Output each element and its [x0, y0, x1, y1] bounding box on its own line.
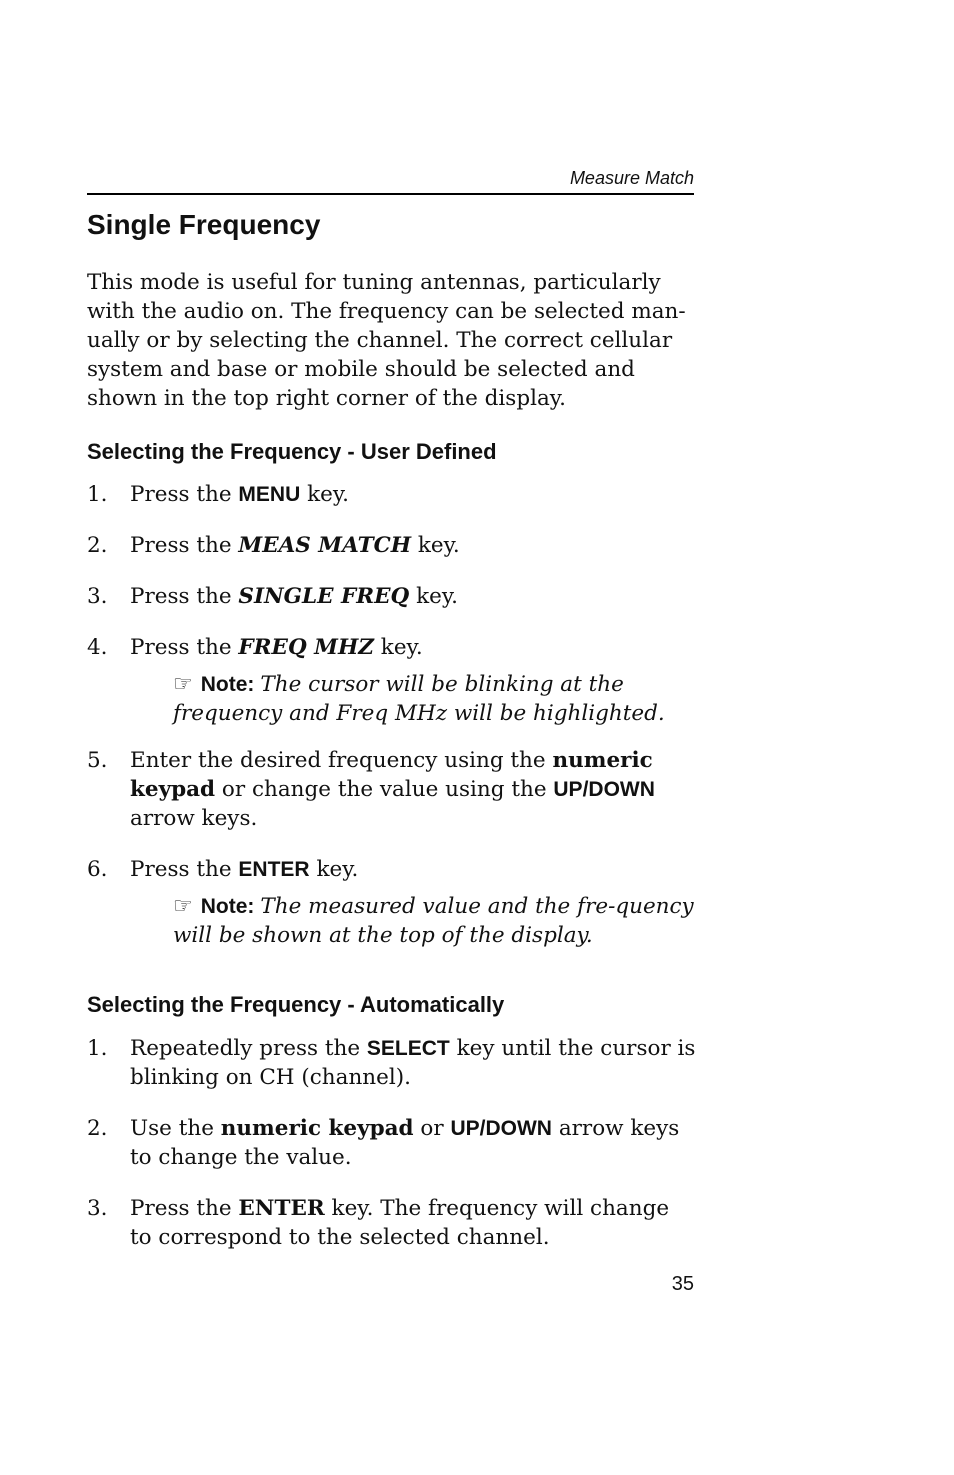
- subheading-automatically: Selecting the Frequency - Automatically: [87, 992, 505, 1017]
- step-item: 2. Use the numeric keypad or UP/DOWN arrow keys to change the value.: [87, 1116, 680, 1170]
- steps-automatically: [87, 1034, 697, 1274]
- note-text: The cursor will be blinking at the frequency and Freq MHz will be highlighted.: [173, 672, 665, 726]
- step-item: 4. Press the FREQ MHZ key. ☞ Note: The cursor will be blinking at the frequency and Freq MHz will be highlighted.: [87, 633, 697, 728]
- page-number: 35: [671, 1273, 694, 1295]
- section-title: Single Frequency: [87, 209, 321, 240]
- key-name: UP/DOWN: [450, 1117, 552, 1140]
- step-item: 5. Enter the desired frequency using the numeric keypad or change the value using the UP/DOWN arrow keys.: [87, 748, 655, 831]
- pointing-hand-icon: ☞: [173, 894, 193, 919]
- note-label: Note:: [200, 895, 255, 918]
- step-number: 4.: [87, 635, 108, 660]
- note-label: Note:: [200, 673, 255, 696]
- step-item: 3. Press the ENTER key. The frequency will change to correspond to the selected channel.: [87, 1196, 670, 1250]
- emphasis: numeric keypad: [130, 748, 653, 802]
- key-name: SELECT: [366, 1037, 450, 1060]
- emphasis: numeric keypad: [220, 1116, 414, 1141]
- step-item: 1. Repeatedly press the SELECT key until the cursor is blinking on CH (channel).: [87, 1036, 696, 1090]
- soft-key-name: MEAS MATCH: [238, 533, 412, 558]
- note-text: The measured value and the fre-quency will be shown at the top of the display.: [173, 894, 694, 948]
- manual-page: [87, 0, 694, 1475]
- intro-paragraph: This mode is useful for tuning antennas, particularly with the audio on. The frequency can be selected man-ually or by selecting the channel. The correct cellular system and base or mobile should be selected and shown in the top right corner of the display.: [87, 270, 686, 411]
- step-item: 3. Press the SINGLE FREQ key.: [87, 584, 458, 609]
- step-item: 6. Press the ENTER key. ☞ Note: The measured value and the fre-quency will be shown at the top of the display.: [87, 855, 697, 950]
- step-number: 1.: [87, 482, 108, 507]
- steps-user-defined: [87, 480, 697, 968]
- subheading-user-defined: Selecting the Frequency - User Defined: [87, 439, 497, 464]
- step-item: 2. Press the MEAS MATCH key.: [87, 533, 460, 558]
- step-number: 3.: [87, 1196, 108, 1221]
- key-name: UP/DOWN: [553, 778, 655, 801]
- header-rule: [87, 193, 694, 195]
- key-name: MENU: [238, 483, 301, 506]
- soft-key-name: SINGLE FREQ: [238, 584, 410, 609]
- note-block: [173, 670, 697, 728]
- emphasis: ENTER: [238, 1196, 325, 1221]
- step-number: 2.: [87, 1116, 108, 1141]
- step-number: 6.: [87, 857, 108, 882]
- running-head: Measure Match: [569, 168, 694, 188]
- step-number: 3.: [87, 584, 108, 609]
- step-number: 1.: [87, 1036, 108, 1061]
- key-name: ENTER: [238, 858, 310, 881]
- step-item: 1. Press the MENU key.: [87, 482, 349, 507]
- soft-key-name: FREQ MHZ: [238, 635, 374, 660]
- pointing-hand-icon: ☞: [173, 672, 193, 697]
- note-block: [173, 892, 697, 950]
- step-number: 2.: [87, 533, 108, 558]
- step-number: 5.: [87, 748, 108, 773]
